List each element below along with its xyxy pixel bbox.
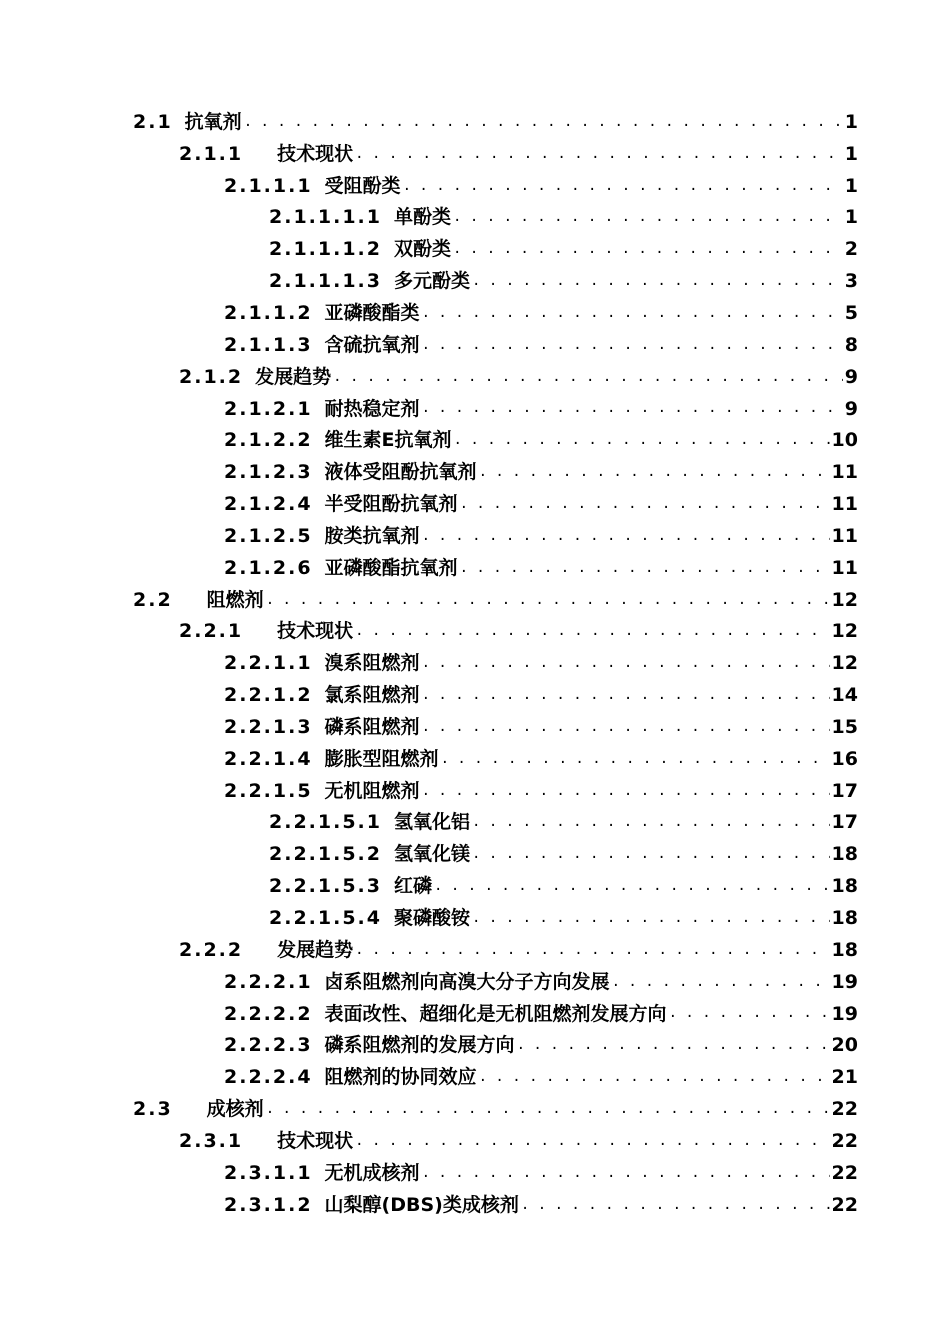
toc-page-number: 16: [831, 747, 858, 770]
toc-page-number: 1: [844, 142, 858, 165]
toc-number: 2.1.2.4: [224, 493, 313, 516]
toc-entry[interactable]: [0, 424, 950, 456]
toc-entry[interactable]: [0, 1125, 950, 1157]
toc-number: 2.2.1.5.2: [269, 843, 382, 866]
toc-page-number: 22: [831, 1161, 858, 1184]
toc-number: 2.2.2.1: [224, 970, 313, 993]
dot-leader: [422, 301, 843, 325]
toc-entry[interactable]: [0, 106, 950, 138]
toc-title: 胺类抗氧剂: [324, 524, 420, 547]
dot-leader: [403, 174, 843, 198]
toc-page-number: 11: [831, 461, 858, 484]
toc-page-number: 1: [844, 174, 858, 197]
toc-page-number: 17: [831, 779, 858, 802]
toc-number: 2.1.2.3: [224, 461, 313, 484]
toc-entry[interactable]: [0, 616, 950, 648]
toc-entry[interactable]: [0, 743, 950, 775]
toc-title: 含硫抗氧剂: [324, 333, 420, 356]
dot-leader: [453, 237, 843, 261]
dot-leader: [472, 810, 830, 834]
toc-page-number: 17: [831, 811, 858, 834]
toc-number: 2.2.1.3: [224, 715, 313, 738]
toc-number: 2.1.1.1.1: [269, 206, 382, 229]
toc-number: 2.1.1.1: [224, 174, 313, 197]
toc-title: 膨胀型阻燃剂: [324, 747, 439, 770]
toc-entry[interactable]: [0, 870, 950, 902]
toc-title: 无机成核剂: [324, 1161, 420, 1184]
toc-title: 耐热稳定剂: [324, 397, 420, 420]
toc-page-number: 9: [844, 365, 858, 388]
toc-number: 2.2.1.5: [224, 779, 313, 802]
toc-entry[interactable]: [0, 775, 950, 807]
dot-leader: [472, 906, 830, 930]
toc-page-number: 14: [831, 684, 858, 707]
toc-page-number: 11: [831, 524, 858, 547]
toc-page-number: 15: [831, 715, 858, 738]
toc-entry[interactable]: [0, 838, 950, 870]
toc-title: 氢氧化镁: [393, 843, 470, 866]
dot-leader: [266, 1097, 830, 1121]
dot-leader: [244, 110, 843, 134]
toc-title: 受阻酚类: [324, 174, 401, 197]
dot-leader: [517, 1033, 830, 1057]
toc-number: 2.1.2.1: [224, 397, 313, 420]
dot-leader: [422, 715, 830, 739]
toc-page-number: 8: [844, 333, 858, 356]
dot-leader: [472, 269, 843, 293]
toc-title: 阻燃剂的协同效应: [324, 1066, 477, 1089]
toc-page-number: 3: [844, 270, 858, 293]
toc-title: 成核剂: [206, 1098, 264, 1121]
dot-leader: [422, 333, 843, 357]
toc-page-number: 12: [831, 652, 858, 675]
toc-number: 2.1.2.5: [224, 524, 313, 547]
dot-leader: [479, 1065, 830, 1089]
toc-page-number: 18: [831, 938, 858, 961]
toc-entry[interactable]: [0, 679, 950, 711]
toc-entry[interactable]: [0, 711, 950, 743]
toc-entry[interactable]: [0, 1029, 950, 1061]
toc-number: 2.2.1.5.1: [269, 811, 382, 834]
toc-title: 发展趋势: [277, 938, 354, 961]
toc-title: 磷系阻燃剂的发展方向: [324, 1034, 515, 1057]
toc-entry[interactable]: [0, 393, 950, 425]
toc-page-number: 18: [831, 843, 858, 866]
toc-title: 无机阻燃剂: [324, 779, 420, 802]
toc-page-number: 20: [831, 1034, 858, 1057]
toc-number: 2.2: [133, 588, 173, 611]
toc-title: 亚磷酸酯类: [324, 301, 420, 324]
toc-entry[interactable]: [0, 520, 950, 552]
toc-entry[interactable]: [0, 934, 950, 966]
toc-number: 2.1.1.1.2: [269, 238, 382, 261]
toc-title: 技术现状: [277, 1129, 354, 1152]
toc-title: 液体受阻酚抗氧剂: [324, 461, 477, 484]
dot-leader: [460, 556, 830, 580]
toc-page-number: 10: [831, 429, 858, 452]
dot-leader: [266, 588, 830, 612]
toc-entry[interactable]: [0, 456, 950, 488]
toc-title: 卤系阻燃剂向高溴大分子方向发展: [324, 970, 610, 993]
toc-entry[interactable]: [0, 233, 950, 265]
dot-leader: [355, 142, 843, 166]
toc-title: 氯系阻燃剂: [324, 684, 420, 707]
toc-entry[interactable]: [0, 998, 950, 1030]
toc-page-number: 19: [831, 1002, 858, 1025]
toc-entry[interactable]: [0, 902, 950, 934]
toc-page-number: 12: [831, 588, 858, 611]
toc-number: 2.1: [133, 110, 173, 133]
dot-leader: [422, 779, 830, 803]
toc-number: 2.2.2: [179, 938, 244, 961]
toc-entry[interactable]: [0, 488, 950, 520]
toc-entry[interactable]: [0, 552, 950, 584]
dot-leader: [355, 1129, 829, 1153]
toc-entry[interactable]: [0, 1093, 950, 1125]
toc-page-number: 9: [844, 397, 858, 420]
dot-leader: [422, 1161, 830, 1185]
dot-leader: [355, 938, 829, 962]
toc-title: 阻燃剂: [206, 588, 264, 611]
toc-number: 2.3.1.1: [224, 1161, 313, 1184]
toc-title: 山梨醇(DBS)类成核剂: [324, 1193, 519, 1216]
dot-leader: [479, 460, 830, 484]
toc-entry[interactable]: [0, 170, 950, 202]
toc-number: 2.2.2.4: [224, 1066, 313, 1089]
toc-entry[interactable]: [0, 329, 950, 361]
toc-number: 2.2.1.2: [224, 684, 313, 707]
toc-number: 2.1.2.6: [224, 556, 313, 579]
toc-page-number: 1: [844, 206, 858, 229]
toc-page-number: 5: [844, 301, 858, 324]
dot-leader: [434, 874, 830, 898]
toc-title: 抗氧剂: [184, 110, 242, 133]
toc-entry[interactable]: [0, 138, 950, 170]
dot-leader: [422, 683, 830, 707]
toc-number: 2.2.2.3: [224, 1034, 313, 1057]
toc-page-number: 2: [844, 238, 858, 261]
toc-title: 维生素E抗氧剂: [324, 429, 452, 452]
toc-entry[interactable]: [0, 1157, 950, 1189]
toc-title: 聚磷酸铵: [393, 907, 470, 930]
toc-page-number: 18: [831, 875, 858, 898]
toc-number: 2.2.2.2: [224, 1002, 313, 1025]
toc-entry[interactable]: [0, 202, 950, 234]
dot-leader: [460, 492, 830, 516]
dot-leader: [453, 205, 843, 229]
dot-leader: [422, 524, 830, 548]
toc-number: 2.1.2.2: [224, 429, 313, 452]
dot-leader: [422, 651, 830, 675]
toc-number: 2.3.1: [179, 1129, 244, 1152]
toc-title: 亚磷酸酯抗氧剂: [324, 556, 458, 579]
toc-page-number: 11: [831, 493, 858, 516]
toc-title: 双酚类: [393, 238, 451, 261]
toc-entry[interactable]: [0, 584, 950, 616]
dot-leader: [669, 1001, 830, 1025]
toc-entry[interactable]: [0, 1061, 950, 1093]
toc-entry[interactable]: [0, 966, 950, 998]
toc-title: 技术现状: [277, 142, 354, 165]
toc-number: 2.2.1: [179, 620, 244, 643]
toc-title: 表面改性、超细化是无机阻燃剂发展方向: [324, 1002, 667, 1025]
toc-entry[interactable]: [0, 807, 950, 839]
toc-number: 2.1.1.2: [224, 301, 313, 324]
toc-number: 2.3: [133, 1098, 173, 1121]
toc-page-number: 1: [844, 110, 858, 133]
toc-page-number: 18: [831, 907, 858, 930]
toc-page-number: 11: [831, 556, 858, 579]
toc-entry[interactable]: [0, 361, 950, 393]
toc-number: 2.1.2: [179, 365, 244, 388]
dot-leader: [441, 747, 830, 771]
toc-number: 2.3.1.2: [224, 1193, 313, 1216]
toc-title: 多元酚类: [393, 270, 470, 293]
toc-title: 发展趋势: [255, 365, 332, 388]
toc-entry[interactable]: [0, 297, 950, 329]
toc-number: 2.2.1.1: [224, 652, 313, 675]
toc-title: 单酚类: [393, 206, 451, 229]
toc-page-number: 19: [831, 970, 858, 993]
dot-leader: [355, 619, 829, 643]
toc-entry[interactable]: [0, 265, 950, 297]
toc-page-number: 22: [831, 1193, 858, 1216]
toc-entry[interactable]: [0, 647, 950, 679]
dot-leader: [472, 842, 830, 866]
toc-page-number: 12: [831, 620, 858, 643]
dot-leader: [521, 1193, 830, 1217]
toc-title: 半受阻酚抗氧剂: [324, 493, 458, 516]
toc-number: 2.2.1.5.3: [269, 875, 382, 898]
toc-page-number: 21: [831, 1066, 858, 1089]
toc-number: 2.1.1: [179, 142, 244, 165]
toc-page-number: 22: [831, 1129, 858, 1152]
toc-title: 溴系阻燃剂: [324, 652, 420, 675]
dot-leader: [612, 970, 830, 994]
dot-leader: [422, 396, 843, 420]
dot-leader: [333, 365, 843, 389]
toc-number: 2.2.1.5.4: [269, 907, 382, 930]
toc-title: 技术现状: [277, 620, 354, 643]
dot-leader: [454, 428, 830, 452]
toc-number: 2.2.1.4: [224, 747, 313, 770]
toc-title: 磷系阻燃剂: [324, 715, 420, 738]
toc-number: 2.1.1.3: [224, 333, 313, 356]
toc-number: 2.1.1.1.3: [269, 270, 382, 293]
toc-entry[interactable]: [0, 1189, 950, 1221]
table-of-contents: [0, 106, 950, 1221]
toc-title: 氢氧化铝: [393, 811, 470, 834]
toc-title: 红磷: [393, 875, 432, 898]
toc-page-number: 22: [831, 1098, 858, 1121]
